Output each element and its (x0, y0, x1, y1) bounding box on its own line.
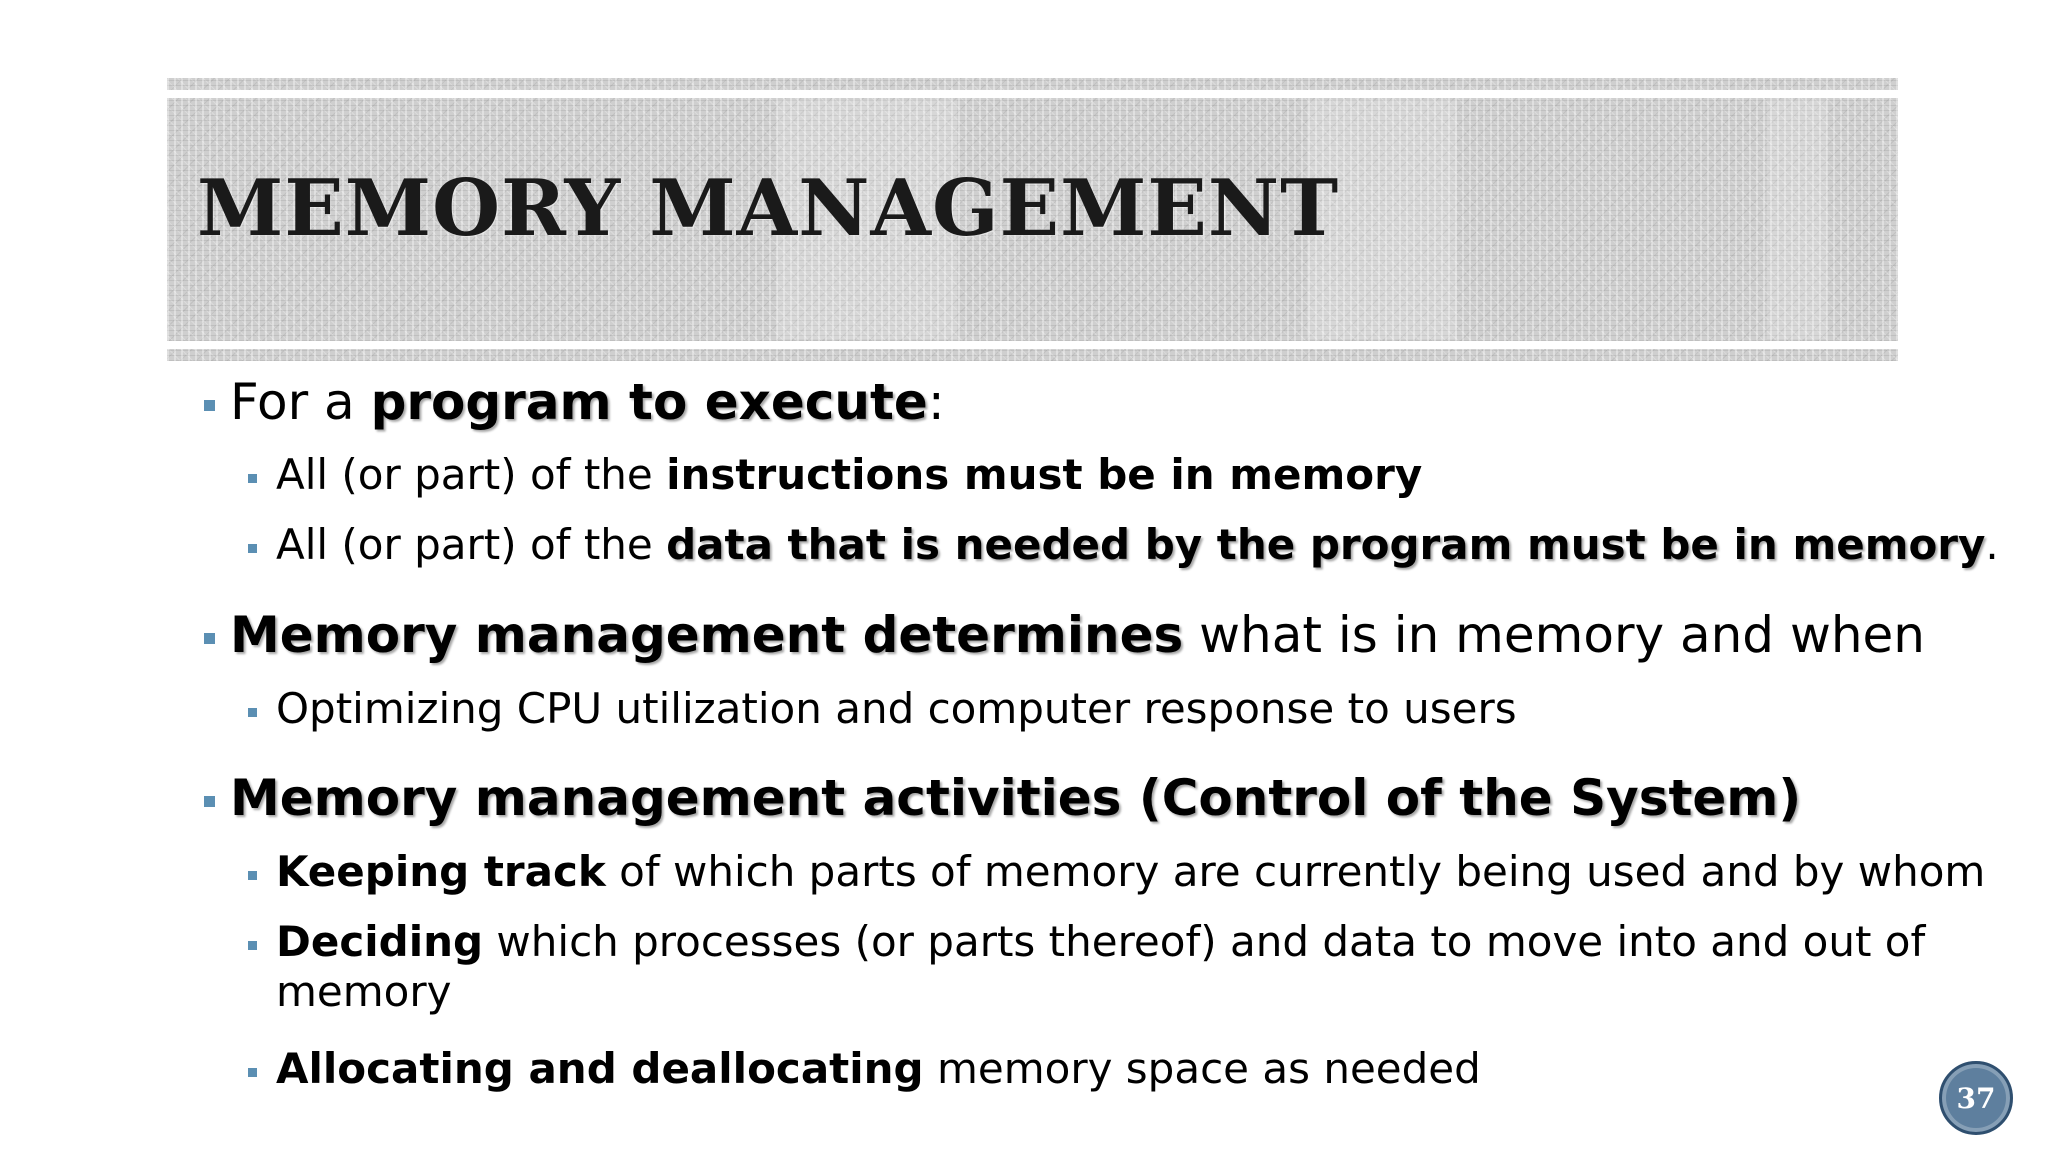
bullet-text-emphasis: Memory management determines (230, 606, 1184, 664)
bullet-text-post: of which parts of memory are currently being used and by whom (605, 847, 1986, 896)
bullet-text-emphasis: Memory management activities (Control of the System) (230, 769, 1802, 827)
bullet-memory-management-determines (200, 605, 1925, 665)
bullet-memory-management-activities (200, 768, 1801, 828)
bullet-text-emphasis: data that is needed by the program must be in memory (666, 520, 1986, 569)
bullet-text-pre: All (or part) of the (276, 520, 667, 569)
sub-bullet-allocating (200, 1044, 1481, 1094)
bullet-text-post: which processes (or parts thereof) and data to move into and out of memory (276, 917, 1926, 1017)
bullet-text-post: : (927, 373, 945, 431)
square-bullet-icon (204, 400, 215, 411)
sub-bullet-data (200, 520, 1999, 570)
sub-bullet-instructions (200, 450, 1422, 500)
title-band-top-line (167, 90, 1898, 98)
bullet-text-bold: instructions must be in memory (666, 450, 1423, 499)
bullet-text-post: . (1985, 520, 1999, 569)
title-band-texture-block (1767, 100, 1827, 339)
page-number: 37 (1956, 1081, 1996, 1115)
bullet-text-pre: For a (230, 373, 371, 431)
square-bullet-icon (204, 633, 215, 644)
page-number-badge (1939, 1061, 2013, 1135)
title-band (167, 78, 1898, 361)
bullet-text-bold: Keeping track (276, 847, 606, 896)
sub-bullet-optimizing (200, 684, 1517, 734)
square-bullet-icon (248, 708, 257, 717)
bullet-text-emphasis: program to execute (370, 373, 928, 431)
sub-bullet-deciding (200, 917, 1966, 1018)
square-bullet-icon (248, 871, 257, 880)
square-bullet-icon (248, 941, 257, 950)
square-bullet-icon (248, 474, 257, 483)
bullet-text: Optimizing CPU utilization and computer response to users (276, 684, 1517, 733)
slide-title: MEMORY MANAGEMENT (197, 163, 1340, 254)
bullet-text-post: what is in memory and when (1183, 606, 1925, 664)
title-band-bottom-line (167, 341, 1898, 349)
bullet-text-bold: Allocating and deallocating (276, 1044, 924, 1093)
bullet-text-pre: All (or part) of the (276, 450, 667, 499)
bullet-text-bold: Deciding (276, 917, 484, 966)
square-bullet-icon (204, 796, 215, 807)
square-bullet-icon (248, 1068, 257, 1077)
bullet-text-post: memory space as needed (923, 1044, 1481, 1093)
sub-bullet-keeping-track (200, 847, 1985, 897)
square-bullet-icon (248, 544, 257, 553)
bullet-program-to-execute (200, 372, 945, 432)
